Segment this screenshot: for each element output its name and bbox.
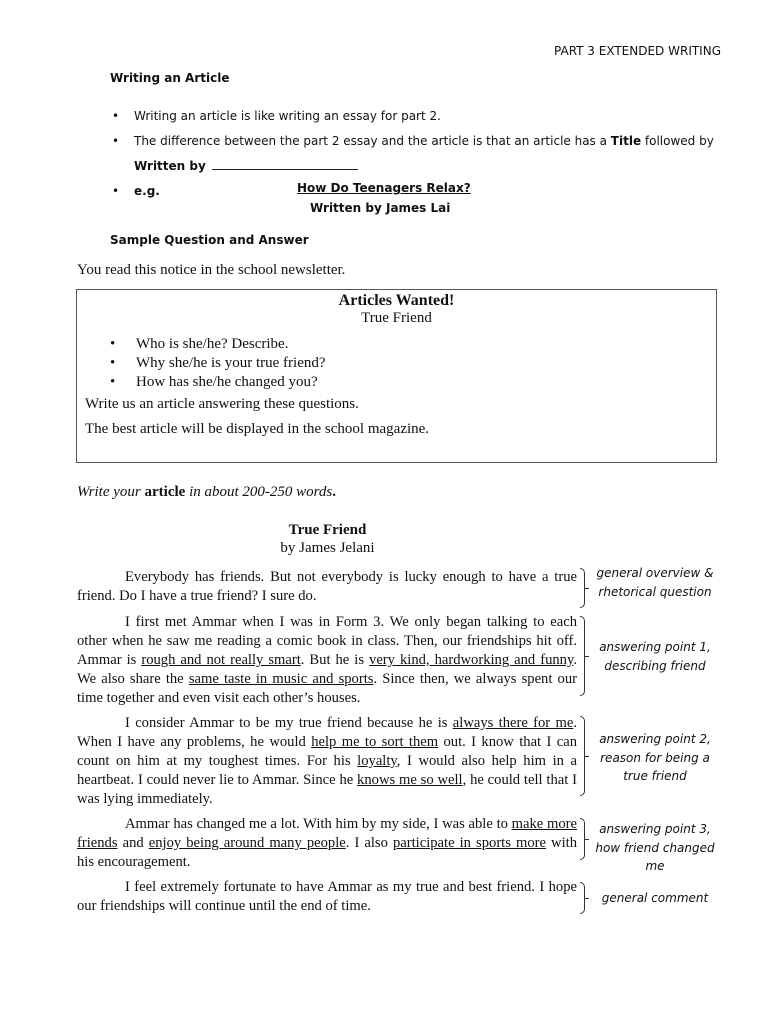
underlined-phrase: same taste in music and sports xyxy=(188,671,374,687)
notice-line: The best article will be displayed in the school magazine. xyxy=(85,421,430,437)
writing-instruction: Write your article in about 200-250 words. xyxy=(77,484,337,500)
annotation-note: general overview & rhetorical question xyxy=(596,566,714,599)
paragraph-text: . We also share the xyxy=(77,652,577,687)
bullet-item xyxy=(110,104,730,129)
bullet-text: e.g. xyxy=(134,184,160,198)
underlined-phrase: rough and not really smart xyxy=(141,652,301,668)
paragraph-text: I consider Ammar to be my true friend because he is xyxy=(125,715,453,731)
bullet-dot-icon: • xyxy=(112,109,120,123)
annotation-brace xyxy=(580,818,585,860)
underlined-phrase: participate in sports more xyxy=(392,835,546,851)
bullet-dot-icon: • xyxy=(110,355,116,371)
written-by-label: Written by xyxy=(134,159,206,173)
annotation-note: general comment xyxy=(601,891,709,905)
blank-line xyxy=(212,158,358,170)
bullet-text: followed by xyxy=(641,134,714,148)
bullet-dot-icon: • xyxy=(110,336,116,352)
annotation-brace xyxy=(580,716,585,796)
paragraph-text: and xyxy=(117,835,149,851)
sample-heading: Sample Question and Answer xyxy=(110,233,309,247)
underlined-phrase: always there for me xyxy=(452,715,574,731)
underlined-phrase: knows me so well xyxy=(357,772,463,788)
underlined-phrase: very kind, hardworking and funny xyxy=(369,652,574,668)
example-title: How Do Teenagers Relax? xyxy=(297,181,471,195)
annotation-brace xyxy=(580,616,585,696)
example-byline: Written by James Lai xyxy=(310,201,451,215)
paragraph-text: . But he is xyxy=(300,652,370,668)
paragraph-text: . I also xyxy=(345,835,393,851)
bullet-bold-text: Title xyxy=(610,134,642,148)
essay-paragraph xyxy=(77,714,577,809)
paragraph-text: . Since then, we always spent our time together and even visit each other’s houses. xyxy=(77,671,577,706)
paragraph-text: out. I know that I can count on him at my toughest times. For his xyxy=(77,734,577,769)
notice-intro: You read this notice in the school newsletter. xyxy=(77,262,346,278)
notice-question: • Who is she/he? Describe. xyxy=(110,336,289,352)
bullet-item xyxy=(110,129,730,179)
essay-paragraph xyxy=(77,613,577,708)
notice-line: Write us an article answering these questions. xyxy=(85,396,359,412)
notice-questions xyxy=(110,335,326,392)
paragraph-text: Ammar has changed me a lot. With him by my side, I was able to xyxy=(125,816,512,832)
essay-title: True Friend xyxy=(288,522,367,538)
essay-byline: by James Jelani xyxy=(280,540,375,556)
notice-question: • Why she/he is your true friend? xyxy=(110,355,326,371)
section-title: Writing an Article xyxy=(110,71,230,85)
paragraph-text: , I would also help him in a heartbeat. I could never lie to Ammar. Since he xyxy=(77,753,577,788)
notice-title: Articles Wanted! xyxy=(338,292,455,309)
paragraph-text: I first met Ammar when I was in Form 3. We only began talking to each other when he saw me reading a comic book in class. Then, our friendships hit off. Ammar is xyxy=(77,614,577,668)
annotation-note: answering point 1, describing friend xyxy=(599,640,711,673)
bullet-text: Writing an article is like writing an essay for part 2. xyxy=(134,109,441,123)
paragraph-text: with his encouragement. xyxy=(77,835,578,870)
underlined-phrase: help me to sort them xyxy=(311,734,439,750)
essay-paragraph xyxy=(77,878,577,916)
notice-box xyxy=(76,289,717,463)
essay-paragraph xyxy=(77,568,577,606)
paragraph-text: I feel extremely fortunate to have Ammar as my true and best friend. I hope our friendships will continue until the end of time. xyxy=(77,879,577,914)
annotation-brace xyxy=(580,568,585,608)
essay-paragraph xyxy=(77,815,577,872)
bullet-text: The difference between the part 2 essay and the article is that an article has a xyxy=(134,134,611,148)
paragraph-text: Everybody has friends. But not everybody is lucky enough to have a true friend. Do I have a true friend? I sure do. xyxy=(77,569,577,604)
notice-question: • How has she/he changed you? xyxy=(110,374,318,390)
underlined-phrase: loyalty xyxy=(357,753,397,769)
annotation-brace xyxy=(580,882,585,914)
annotation-note: answering point 2, reason for being a true friend xyxy=(599,732,711,783)
underlined-phrase: enjoy being around many people xyxy=(148,835,346,851)
page-header: PART 3 EXTENDED WRITING xyxy=(554,44,721,58)
underlined-phrase: make more friends xyxy=(77,816,577,851)
annotation-note: answering point 3, how friend changed me xyxy=(595,822,715,873)
bullet-dot-icon: • xyxy=(110,374,116,390)
paragraph-text: , he could tell that I was lying immediately. xyxy=(77,772,577,807)
notice-subtitle: True Friend xyxy=(361,310,432,326)
paragraph-text: . When I have any problems, he would xyxy=(77,715,577,750)
bullet-dot-icon: • xyxy=(112,184,120,198)
bullet-dot-icon: • xyxy=(112,134,120,148)
